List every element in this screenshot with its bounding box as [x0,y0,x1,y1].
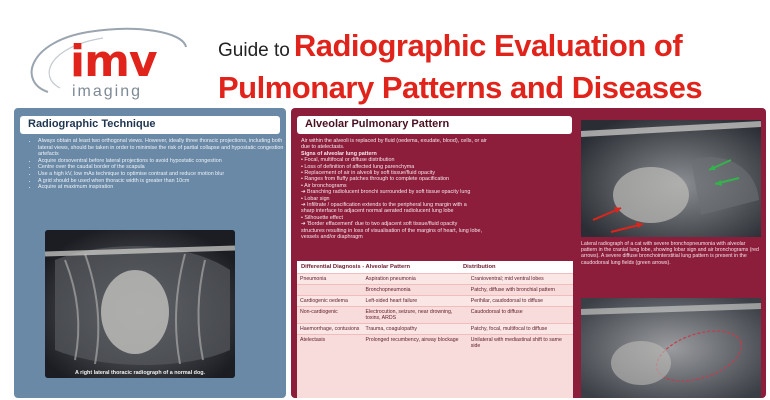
table-cell-cause: Prolonged recumbency, airway blockage [365,337,459,343]
technique-bullet: • A grid should be used when thoracic width is greater than 10cm [38,178,288,185]
technique-bullet: • Acquire at maximum inspiration [38,184,288,191]
alveolar-line: • Replacement of air in alveoli by soft tissue/fluid opacity [301,170,436,177]
page-title [218,28,766,106]
table-body [297,273,573,351]
table-cell-category: Pneumonia [300,276,327,282]
alveolar-line: • Silhouette effect [301,214,343,221]
alveolar-subheading: Signs of alveolar lung pattern [301,150,377,157]
table-cell-cause: Trauma, coagulopathy [365,326,417,332]
title-line-1: Radiographic Evaluation of [293,28,683,63]
table-cell-category: Atelectasis [300,337,326,343]
cat-radiograph-caption: Lateral radiograph of a cat with severe bronchopneumonia with alveolar pattern in the cranial lung lobe, showing lobar sign and air bronchograms (red arrows). A severe diffuse bronchointerstitial lung pattern is present in the caudodorsal lung fields (green arrows). [581,241,759,266]
alveolar-line: structures resulting in loss of visualisation of the margins of heart, lung lobe, [301,227,482,234]
normal-dog-radiograph [45,230,235,378]
table-row [297,334,573,351]
alveolar-line: ➔ Branching radiolucent bronchi surrounded by soft tissue opacity lung [301,189,471,196]
table-cell-distribution: Perihilar, caudodorsal to diffuse [470,298,544,304]
title-prefix: Guide to [218,40,290,61]
table-header-distribution: Distribution [463,264,496,270]
alveolar-line: • Air bronchograms [301,182,347,189]
technique-bullet: • Centre over the caudal border of the scapula [38,164,288,171]
alveolar-description [301,138,573,241]
table-cell-category [297,285,363,295]
imv-imaging-logo [18,22,193,102]
technique-list [30,138,288,191]
table-row [297,295,573,306]
table-cell-distribution: Unilateral with mediastinal shift to same side [470,337,562,349]
table-row [297,284,573,295]
table-row [297,273,573,284]
alveolar-line: sharp interface to adjacent normal aerated radiolucent lung lobe [301,208,454,215]
alveolar-heading: Alveolar Pulmonary Pattern [305,118,450,130]
cat-bronchopneumonia-radiograph [581,120,761,237]
alveolar-line: vessels and/or diaphragm [301,234,363,241]
alveolar-panel [291,108,766,398]
differential-diagnosis-table [297,261,573,398]
table-cell-category: Cardiogenic oedema [300,298,348,304]
table-cell-distribution: Patchy, diffuse with bronchial pattern [470,287,556,293]
lateral-radiograph-image [581,298,761,398]
cat-radiograph-image [581,120,761,237]
table-cell-category: Non-cardiogenic [300,309,338,315]
alveolar-heading-box [297,116,572,134]
table-cell-cause: Bronchopneumonia [365,287,411,293]
table-cell-distribution: Cranioventral; mid ventral lobes [470,276,544,282]
table-row [297,323,573,334]
logo-wordmark: imv [70,36,157,87]
table-row [297,306,573,323]
table-header-diagnosis: Differential Diagnosis - Alveolar Pattern [301,264,410,270]
table-cell-cause: Electrocution, seizure, near drowning, toxins, ARDS [365,309,453,321]
technique-bullet: • Acquire dorsoventral before lateral projections to avoid hypostatic congestion [38,158,288,165]
alveolar-line: • Ranges from fluffy patches through to complete opacification [301,176,450,183]
technique-bullet: • Use a high kV, low mAs technique to optimise contrast and reduce motion blur [38,171,288,178]
table-cell-distribution: Patchy, focal, multifocal to diffuse [470,326,548,332]
title-line-2: Pulmonary Patterns and Diseases [218,70,703,105]
alveolar-line: ➔ 'Border effacement' due to two adjacent soft tissue/fluid opacity [301,221,458,228]
alveolar-line: • Focal, multifocal or diffuse distribution [301,157,395,164]
table-cell-cause: Left-sided heart failure [365,298,418,304]
alveolar-line: Air within the alveoli is replaced by fluid (oedema, exudate, blood), cells, or air [301,138,487,144]
technique-heading: Radiographic Technique [28,118,156,130]
table-header [297,261,573,273]
alveolar-line: • Loss of definition of affected lung parenchyma [301,163,415,170]
table-cell-distribution: Caudodorsal to diffuse [470,309,523,315]
logo-subtitle: imaging [72,83,143,100]
alveolar-line: due to atelectasis. [301,144,345,151]
table-cell-cause: Aspiration pneumonia [365,276,416,282]
technique-bullet: • Always obtain at least two orthogonal views. However, ideally three thoracic projections, including both lateral views, should be taken in order to minimise the risk of partial collapse and hypostatic congestion artefacts [38,138,288,158]
technique-heading-box [20,116,280,134]
table-cell-category: Haemorrhage, contusions [300,326,360,332]
second-cat-radiograph [581,298,761,398]
alveolar-line: ➔ Infiltrate / opacification extends to the peripheral lung margin with a [301,202,467,209]
alveolar-line: • Lobar sign [301,195,330,202]
normal-dog-caption: A right lateral thoracic radiograph of a normal dog. [74,370,206,376]
thorax-radiograph-image [45,230,235,378]
